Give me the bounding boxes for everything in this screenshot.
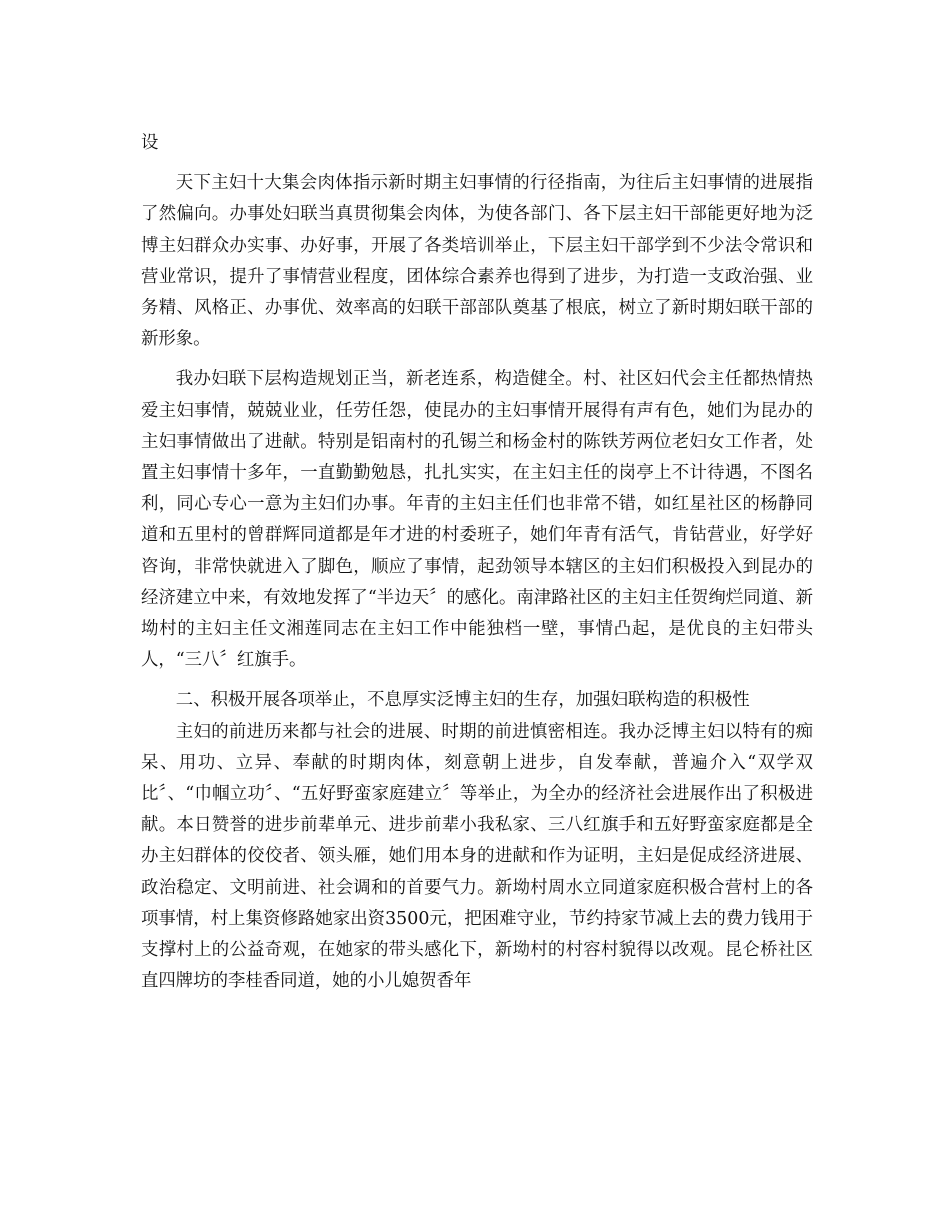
paragraph-fragment: 设 xyxy=(141,133,159,153)
paragraph: 天下主妇十大集会肉体指示新时期主妇事情的行径指南，为往后主妇事情的进展指了然偏向。办事处妇联当真贯彻集会肉体，为使各部门、各下层主妇干部能更好地为泛博主妇群众办实事、办好事，开展了各类培训举止，下层主妇干部学到不少法令常识和营业常识，提升了事情营业程度，团体综合素养也得到了进步，为打造一支政治强、业务精、风格正、办事优、效率高的妇联干部部队奠基了根底，树立了新时期妇联干部的新形象。 xyxy=(141,173,813,350)
paragraph: 主妇的前进历来都与社会的进展、时期的前进慎密相连。我办泛博主妇以特有的痴呆、用功、立异、奉献的时期肉体，刻意朝上进步，自发奉献，普遍介入“双学双比〞、“巾帼立功〞、“五好野蛮家庭建立〞等举止，为全办的经济社会进展作出了积极进献。本日赞誉的进步前辈单元、进步前辈小我私家、三八红旗手和五好野蛮家庭都是全办主妇群体的佼佼者、领头雁，她们用本身的进献和作为证明，主妇是促成经济进展、政治稳定、文明前进、社会调和的首要气力。新坳村周水立同道家庭积极合营村上的各项事情，村上集资修路她家出资3500元，把困难守业，节约持家节减上去的费力钱用于支撑村上的公益奇观，在她家的带头感化下，新坳村的村容村貌得以改观。昆仑桥社区直四牌坊的李桂香同道，她的小儿媳贺香年 xyxy=(141,721,813,992)
section-heading: 二、积极开展各项举止，不息厚实泛博主妇的生存，加强妇联构造的积极性 xyxy=(175,690,750,711)
document-body xyxy=(141,128,813,997)
paragraph: 我办妇联下层构造规划正当，新老连系，构造健全。村、社区妇代会主任都热情热爱主妇事情，兢兢业业，任劳任怨，使昆办的主妇事情开展得有声有色，她们为昆办的主妇事情做出了进献。特别是铝南村的孔锡兰和杨金村的陈铁芳两位老妇女工作者，处置主妇事情十多年，一直勤勤勉恳，扎扎实实，在主妇主任的岗亭上不计待遇，不图名利，同心专心一意为主妇们办事。年青的主妇主任们也非常不错，如红星社区的杨静同道和五里村的曾群辉同道都是年才进的村委班子，她们年青有活气，肯钻营业，好学好咨询，非常快就进入了脚色，顺应了事情，起劲领导本辖区的主妇们积极投入到昆办的经济建立中来，有效地发挥了“半边天〞的感化。南津路社区的主妇主任贺绚烂同道、新坳村的主妇主任文湘莲同志在主妇工作中能独档一壁，事情凸起，是优良的主妇带头人，“三八〞红旗手。 xyxy=(141,369,813,671)
